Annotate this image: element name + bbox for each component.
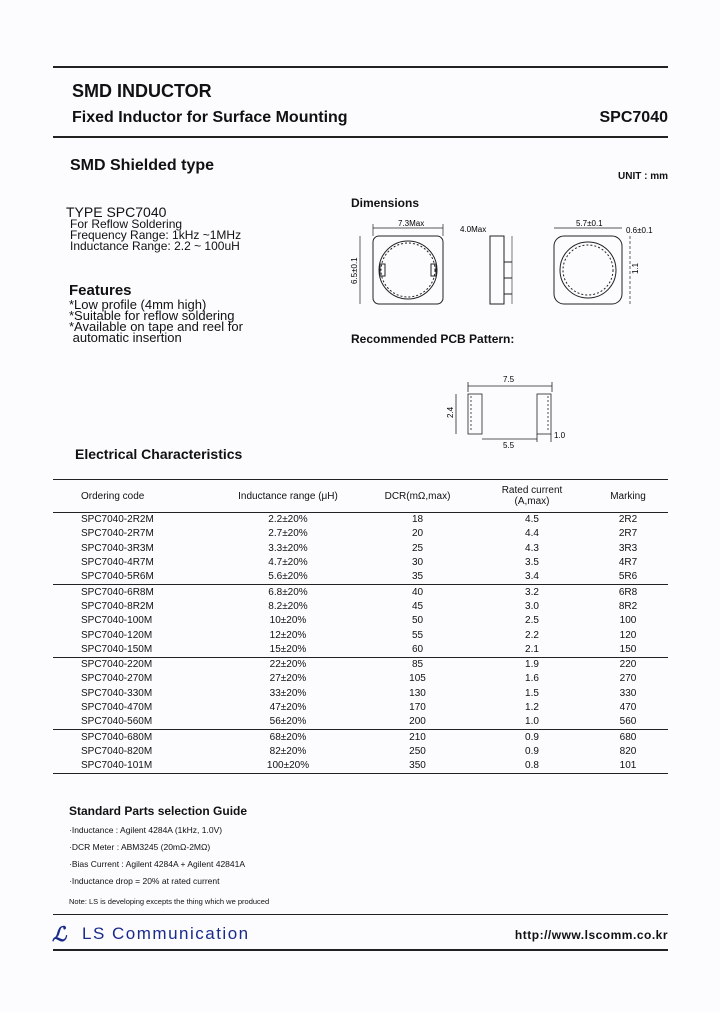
cell-dcr: 35 (411, 571, 424, 583)
cell-ordering-code: SPC7040-150M (81, 643, 153, 655)
cell-marking: 4R7 (618, 557, 638, 569)
cell-dcr: 55 (411, 629, 424, 641)
cell-marking: 220 (588, 657, 668, 672)
cell-dcr: 40 (359, 585, 476, 600)
cell-ordering-code: SPC7040-8R2M (81, 600, 154, 612)
type-name: TYPE SPC7040 (66, 204, 167, 220)
cell-ordering-code: SPC7040-120M (81, 629, 153, 641)
cell-ordering-code: SPC7040-820M (81, 745, 153, 757)
cell-ordering-code: SPC7040-330M (81, 687, 153, 699)
dimensions-drawing (340, 212, 670, 322)
cell-inductance: 15±20% (269, 643, 307, 655)
table-row (53, 687, 668, 701)
cell-ordering-code: SPC7040-100M (81, 615, 153, 627)
table-header-row (53, 480, 668, 513)
cell-dcr: 50 (411, 615, 424, 627)
cell-inductance: 4.7±20% (268, 557, 308, 569)
cell-ordering-code: SPC7040-270M (81, 673, 153, 685)
col-rated-current-line2: (A,max) (514, 496, 550, 507)
type-line-3: Inductance Range: 2.2 ~ 100uH (70, 239, 240, 253)
company-url[interactable]: http://www.lscomm.co.kr (514, 928, 668, 942)
footer-rule (53, 914, 668, 915)
dim-pad-label: 0.6±0.1 (626, 226, 653, 235)
cell-rated-current: 1.0 (525, 716, 539, 728)
cell-rated-current: 1.5 (525, 687, 539, 699)
cell-inductance: 5.6±20% (268, 571, 308, 583)
cell-inductance: 100±20% (217, 759, 359, 774)
cell-rated-current: 1.9 (476, 657, 588, 672)
page-title: SMD INDUCTOR (72, 81, 212, 101)
dim-pad-side-label: 1.1 (631, 262, 640, 274)
features-title: Features (69, 282, 132, 299)
col-rated-current-line1: Rated current (501, 485, 563, 496)
table-body (53, 513, 668, 774)
cell-rated-current: 2.2 (525, 629, 539, 641)
guide-item: ·Bias Current : Agilent 4284A + Agilent 42841A (69, 859, 246, 869)
col-rated-current (476, 480, 588, 513)
cell-rated-current: 0.8 (476, 759, 588, 774)
table-row (53, 600, 668, 614)
cell-rated-current: 1.6 (525, 673, 539, 685)
cell-rated-current: 4.4 (525, 528, 539, 540)
cell-inductance: 3.3±20% (268, 542, 308, 554)
cell-inductance: 33±20% (269, 687, 307, 699)
cell-dcr: 250 (409, 745, 426, 757)
cell-dcr: 210 (359, 730, 476, 745)
cell-inductance: 68±20% (217, 730, 359, 745)
table-row (53, 628, 668, 642)
pcb-gap-label: 5.5 (503, 441, 515, 450)
cell-marking: 2R7 (618, 528, 638, 540)
cell-dcr: 130 (409, 687, 426, 699)
cell-rated-current: 4.3 (525, 542, 539, 554)
table-row (53, 513, 668, 528)
cell-ordering-code: SPC7040-560M (81, 716, 153, 728)
feature-item: automatic insertion (69, 330, 182, 345)
dim-thickness-label: 4.0Max (460, 225, 487, 234)
pcb-pad-label: 1.0 (554, 431, 566, 440)
cell-inductance: 10±20% (269, 615, 307, 627)
table-row (53, 585, 668, 600)
pcb-height-label: 2.4 (446, 406, 455, 418)
cell-ordering-code: SPC7040-101M (53, 759, 217, 774)
unit-label: UNIT : mm (618, 171, 668, 182)
top-rule (53, 66, 668, 68)
type-line-1: For Reflow Soldering (70, 217, 183, 231)
cell-ordering-code: SPC7040-680M (53, 730, 217, 745)
cell-dcr: 20 (411, 528, 424, 540)
cell-rated-current: 0.9 (525, 745, 539, 757)
cell-dcr: 200 (409, 716, 426, 728)
cell-marking: 470 (619, 702, 637, 713)
dimensions-title: Dimensions (351, 196, 420, 210)
cell-rated-current: 3.4 (525, 571, 539, 583)
cell-dcr: 60 (411, 643, 424, 655)
guide-title: Standard Parts selection Guide (69, 804, 248, 818)
col-dcr: DCR(mΩ,max) (359, 480, 476, 513)
cell-marking: 330 (619, 687, 637, 699)
cell-marking: 2R2 (618, 514, 638, 526)
cell-marking: 8R2 (618, 600, 638, 612)
pcb-pattern-drawing (440, 372, 570, 452)
cell-ordering-code: SPC7040-220M (53, 657, 217, 672)
cell-inductance: 12±20% (269, 629, 307, 641)
feature-item: *Available on tape and reel for (69, 319, 243, 334)
cell-rated-current: 3.2 (476, 585, 588, 600)
cell-marking: 100 (619, 615, 637, 627)
table-row (53, 701, 668, 715)
cell-dcr: 85 (359, 657, 476, 672)
cell-rated-current: 4.5 (525, 514, 539, 526)
cell-rated-current: 1.2 (525, 702, 539, 713)
cell-inductance: 27±20% (269, 673, 307, 685)
cell-marking: 680 (588, 730, 668, 745)
cell-dcr: 350 (359, 759, 476, 774)
cell-marking: 560 (619, 716, 637, 728)
guide-item: ·DCR Meter : ABM3245 (20mΩ-2MΩ) (69, 842, 211, 852)
cell-marking: 820 (619, 745, 637, 757)
bottom-view (554, 228, 630, 304)
guide-block (69, 804, 247, 890)
section-title: SMD Shielded type (70, 157, 215, 174)
cell-dcr: 25 (411, 542, 424, 554)
cell-marking: 101 (588, 759, 668, 774)
cell-ordering-code: SPC7040-5R6M (81, 571, 154, 583)
table-row (53, 614, 668, 628)
electrical-table (53, 479, 668, 774)
company-logo: ℒ (52, 922, 63, 946)
cell-marking: 3R3 (618, 542, 638, 554)
company-name: LS Communication (82, 924, 250, 943)
feature-item: *Suitable for reflow soldering (69, 308, 235, 323)
cell-dcr: 30 (411, 557, 424, 569)
cell-dcr: 18 (411, 514, 424, 526)
cell-ordering-code: SPC7040-4R7M (81, 557, 154, 569)
cell-ordering-code: SPC7040-470M (81, 702, 153, 713)
footer-bottom-rule (53, 949, 668, 951)
cell-marking: 150 (619, 643, 637, 655)
table-row (53, 759, 668, 774)
pcb-overall-label: 7.5 (503, 375, 515, 384)
cell-inductance: 2.2±20% (268, 514, 308, 526)
cell-rated-current: 3.0 (525, 600, 539, 612)
table-row (53, 745, 668, 759)
cell-marking: 120 (619, 629, 637, 641)
table-row (53, 715, 668, 730)
cell-inductance: 8.2±20% (268, 600, 308, 612)
top-view (360, 224, 443, 304)
guide-item: ·Inductance drop = 20% at rated current (69, 876, 220, 886)
part-number: SPC7040 (599, 109, 668, 126)
col-marking: Marking (588, 480, 668, 513)
cell-marking: 6R8 (588, 585, 668, 600)
table-row (53, 657, 668, 672)
side-view (490, 236, 512, 304)
table-row (53, 542, 668, 556)
table-row (53, 643, 668, 658)
cell-inductance: 6.8±20% (217, 585, 359, 600)
dim-height-label: 6.5±0.1 (350, 257, 359, 284)
cell-rated-current: 2.1 (525, 643, 539, 655)
table-row (53, 730, 668, 745)
dim-bottom-width-label: 5.7±0.1 (576, 219, 603, 228)
guide-item: ·Inductance : Agilent 4284A (1kHz, 1.0V) (69, 825, 223, 835)
header-rule (53, 136, 668, 138)
table-row (53, 672, 668, 686)
cell-rated-current: 3.5 (525, 557, 539, 569)
type-line-2: Frequency Range: 1kHz ~1MHz (70, 228, 242, 242)
cell-marking: 5R6 (618, 571, 638, 583)
guide-note: Note: LS is developing excepts the thing which we produced (69, 897, 270, 906)
cell-rated-current: 0.9 (476, 730, 588, 745)
cell-inductance: 82±20% (269, 745, 307, 757)
cell-dcr: 170 (409, 702, 426, 713)
col-inductance: Inductance range (μH) (217, 480, 359, 513)
cell-ordering-code: SPC7040-3R3M (81, 542, 154, 554)
cell-inductance: 47±20% (269, 702, 307, 713)
cell-inductance: 56±20% (269, 716, 307, 728)
dim-width-label: 7.3Max (398, 219, 425, 228)
cell-ordering-code: SPC7040-2R2M (81, 514, 154, 526)
cell-ordering-code: SPC7040-6R8M (53, 585, 217, 600)
table-row (53, 570, 668, 585)
feature-item: *Low profile (4mm high) (69, 297, 207, 312)
page-subtitle: Fixed Inductor for Surface Mounting (72, 109, 348, 126)
type-block (66, 205, 241, 252)
col-ordering-code: Ordering code (53, 480, 217, 513)
cell-ordering-code: SPC7040-2R7M (81, 528, 154, 540)
cell-dcr: 45 (411, 600, 424, 612)
cell-inductance: 22±20% (217, 657, 359, 672)
cell-dcr: 105 (409, 673, 426, 685)
table-row (53, 556, 668, 570)
pcb-title: Recommended PCB Pattern: (351, 332, 515, 346)
electrical-title: Electrical Characteristics (75, 446, 243, 462)
cell-marking: 270 (619, 673, 637, 685)
cell-rated-current: 2.5 (525, 615, 539, 627)
table-row (53, 527, 668, 541)
cell-inductance: 2.7±20% (268, 528, 308, 540)
features-block (69, 283, 243, 343)
